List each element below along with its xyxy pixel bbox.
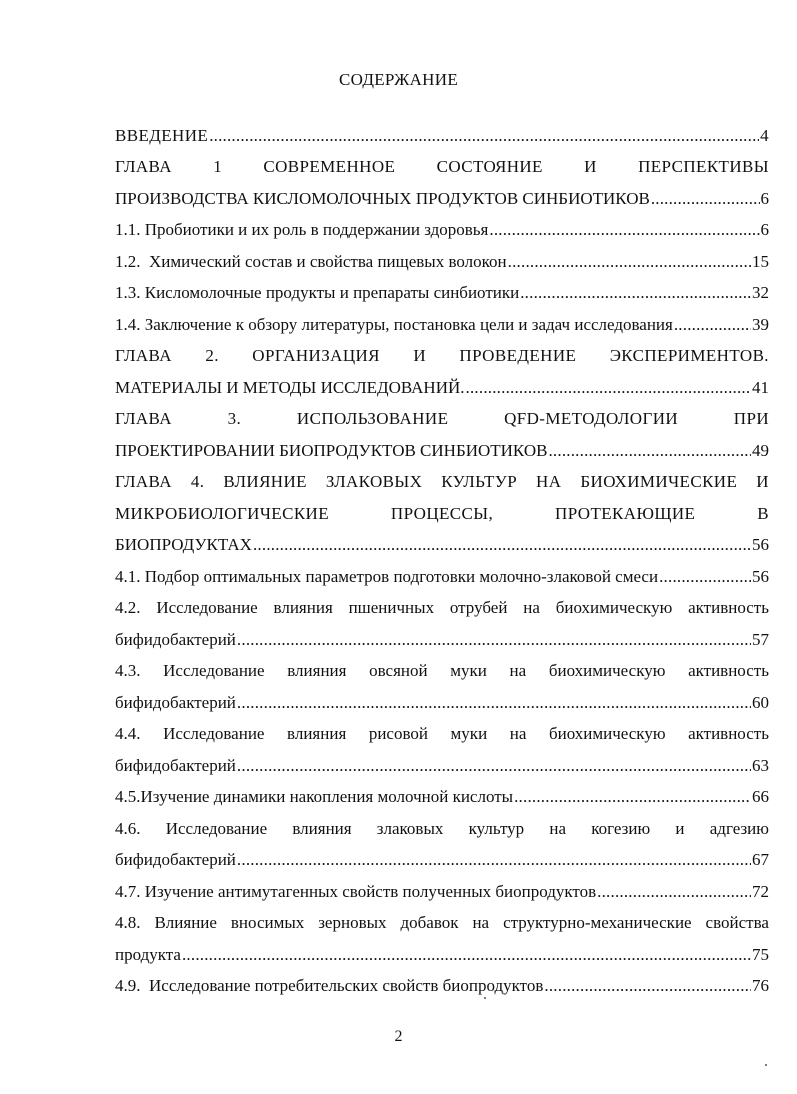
toc-entry-title: 1.1. Пробиотики и их роль в поддержании здоровья xyxy=(115,220,489,240)
toc-word: ЭКСПЕРИМЕНТОВ. xyxy=(609,346,769,366)
toc-word: вносимых xyxy=(230,913,305,933)
toc-word: СОВРЕМЕННОЕ xyxy=(263,157,396,177)
toc-entry-last-line xyxy=(115,435,769,467)
toc-word: ГЛАВА xyxy=(115,346,172,366)
toc-word: В xyxy=(757,503,769,523)
toc-word: влияния xyxy=(273,598,333,618)
toc-page-number: 4 xyxy=(760,125,769,145)
dot-leader xyxy=(548,441,751,461)
toc-entry-title: бифидобактерий xyxy=(115,755,236,775)
toc-entry-title: МАТЕРИАЛЫ И МЕТОДЫ ИССЛЕДОВАНИЙ. xyxy=(115,377,465,397)
toc-word: муки xyxy=(450,724,488,744)
toc-entry-title: 4.9. Исследование потребительских свойств биопродуктов xyxy=(115,976,544,996)
toc-page-number: 66 xyxy=(752,787,769,807)
toc-word: адгезию xyxy=(709,818,769,838)
toc-entry-justified-line xyxy=(115,656,769,688)
toc-entry-justified-line xyxy=(115,341,769,373)
toc-word: Исследование xyxy=(163,661,265,681)
dot-leader xyxy=(466,378,751,398)
toc-entry-title: продукта xyxy=(115,944,181,964)
scan-speck xyxy=(484,997,486,999)
toc-word: ЗЛАКОВЫХ xyxy=(325,472,423,492)
toc-entry-chapter-3[interactable] xyxy=(115,404,769,467)
toc-word: И xyxy=(413,346,427,366)
toc-entry-justified-line xyxy=(115,152,769,184)
toc-entry-title: ПРОИЗВОДСТВА КИСЛОМОЛОЧНЫХ ПРОДУКТОВ СИНБИОТИКОВ xyxy=(115,188,650,208)
toc-entry-last-line xyxy=(115,687,769,719)
toc-page-number: 15 xyxy=(752,251,769,271)
toc-word: активность xyxy=(688,598,769,618)
toc-word: когезию xyxy=(591,818,651,838)
toc-entry-1-3[interactable] xyxy=(115,278,769,310)
toc-word: на xyxy=(509,724,527,744)
toc-word: 1 xyxy=(213,157,223,177)
toc-entry-1-4[interactable] xyxy=(115,309,769,341)
toc-entry-4-7[interactable] xyxy=(115,876,769,908)
toc-word: овсяной xyxy=(369,661,428,681)
toc-word: муки xyxy=(450,661,487,681)
toc-word: 3. xyxy=(227,409,242,429)
toc-word: Исследование xyxy=(163,724,265,744)
toc-entry-justified-line xyxy=(115,498,769,530)
toc-entry-chapter-1[interactable] xyxy=(115,152,769,215)
toc-entry-last-line xyxy=(115,530,769,562)
page-number: 2 xyxy=(394,1028,403,1045)
toc-word: НА xyxy=(536,472,562,492)
toc-word: И xyxy=(756,472,769,492)
toc-page-number: 72 xyxy=(752,881,769,901)
toc-word: Исследование xyxy=(156,598,258,618)
toc-entry-title: бифидобактерий xyxy=(115,629,236,649)
toc-word: ВЛИЯНИЕ xyxy=(223,472,307,492)
toc-word: QFD-МЕТОДОЛОГИИ xyxy=(504,409,679,429)
toc-word: ПРОЦЕССЫ, xyxy=(390,503,494,523)
dot-leader xyxy=(520,283,751,303)
toc-word: активность xyxy=(688,661,769,681)
dot-leader xyxy=(514,787,751,807)
toc-entry-title: 1.4. Заключение к обзору литературы, постановка цели и задач исследования xyxy=(115,314,673,334)
toc-word: И xyxy=(584,157,597,177)
dot-leader xyxy=(237,630,751,650)
toc-entry-justified-line xyxy=(115,813,769,845)
toc-word: ИСПОЛЬЗОВАНИЕ xyxy=(296,409,449,429)
toc-entry-justified-line xyxy=(115,908,769,940)
toc-word: БИОХИМИЧЕСКИЕ xyxy=(580,472,738,492)
toc-word: влияния xyxy=(287,724,347,744)
toc-entry-justified-line xyxy=(115,467,769,499)
dot-leader xyxy=(544,976,751,996)
dot-leader xyxy=(597,882,751,902)
toc-word: биохимическую xyxy=(555,598,673,618)
toc-entry-title: 4.1. Подбор оптимальных параметров подготовки молочно-злаковой смеси xyxy=(115,566,659,586)
toc-word: 4.3. xyxy=(115,661,141,681)
toc-word: культур xyxy=(468,818,525,838)
toc-word: ГЛАВА xyxy=(115,472,172,492)
dot-leader xyxy=(489,220,759,240)
toc-page-number: 67 xyxy=(752,850,769,870)
scan-speck xyxy=(765,1064,767,1066)
toc-word: 4. xyxy=(190,472,205,492)
dot-leader xyxy=(237,693,751,713)
dot-leader xyxy=(209,126,759,146)
toc-entry-last-line xyxy=(115,845,769,877)
toc-word: на xyxy=(509,661,527,681)
toc-word: рисовой xyxy=(368,724,428,744)
toc-entry-title: бифидобактерий xyxy=(115,692,236,712)
toc-word: на xyxy=(549,818,567,838)
toc-entry-last-line xyxy=(115,372,769,404)
dot-leader xyxy=(674,315,751,335)
toc-entry-justified-line xyxy=(115,593,769,625)
toc-page-number: 39 xyxy=(752,314,769,334)
toc-word: ПРИ xyxy=(733,409,769,429)
toc-word: 4.6. xyxy=(115,818,141,838)
toc-word: Исследование xyxy=(165,818,268,838)
toc-word: ОРГАНИЗАЦИЯ xyxy=(252,346,380,366)
toc-word: злаковых xyxy=(376,818,444,838)
toc-word: и xyxy=(675,818,685,838)
toc-page-number: 60 xyxy=(752,692,769,712)
toc-entry-4-3[interactable] xyxy=(115,656,769,719)
toc-entry-4-4[interactable] xyxy=(115,719,769,782)
toc-page-number: 56 xyxy=(752,535,769,555)
toc-page-number: 63 xyxy=(752,755,769,775)
toc-word: 4.2. xyxy=(115,598,141,618)
toc-word: структурно-механические xyxy=(503,913,692,933)
toc-page-number: 57 xyxy=(752,629,769,649)
toc-entry-title: 1.2. Химический состав и свойства пищевых волокон xyxy=(115,251,507,271)
toc-word: СОСТОЯНИЕ xyxy=(436,157,543,177)
toc-entry-justified-line xyxy=(115,719,769,751)
dot-leader xyxy=(182,945,751,965)
toc-word: добавок xyxy=(400,913,459,933)
dot-leader xyxy=(253,535,751,555)
toc-entry-last-line xyxy=(115,183,769,215)
toc-page-number: 6 xyxy=(760,220,769,240)
toc-entry-4-2[interactable] xyxy=(115,593,769,656)
toc-word: 4.8. xyxy=(115,913,141,933)
toc-word: на xyxy=(523,598,540,618)
page-title: СОДЕРЖАНИЕ xyxy=(338,70,459,89)
dot-leader xyxy=(659,567,751,587)
toc-word: отрубей xyxy=(449,598,508,618)
toc-entry-title: 4.7. Изучение антимутагенных свойств полученных биопродуктов xyxy=(115,881,597,901)
toc-word: ПЕРСПЕКТИВЫ xyxy=(638,157,769,177)
toc-word: ГЛАВА xyxy=(115,157,172,177)
toc-entry-last-line xyxy=(115,624,769,656)
toc-word: влияния xyxy=(292,818,352,838)
toc-entry-introduction[interactable] xyxy=(115,120,769,152)
dot-leader xyxy=(508,252,751,272)
dot-leader xyxy=(237,850,751,870)
toc-entry-1-1[interactable] xyxy=(115,215,769,247)
toc-word: пшеничных xyxy=(348,598,435,618)
toc-word: ПРОВЕДЕНИЕ xyxy=(459,346,577,366)
toc-page-number: 32 xyxy=(752,283,769,303)
toc-word: 4.4. xyxy=(115,724,141,744)
toc-page-number: 75 xyxy=(752,944,769,964)
toc-page-number: 6 xyxy=(760,188,769,208)
toc-entry-title: 1.3. Кисломолочные продукты и препараты синбиотики xyxy=(115,283,520,303)
toc-word: ГЛАВА xyxy=(115,409,172,429)
toc-entry-justified-line xyxy=(115,404,769,436)
toc-entry-title: ВВЕДЕНИЕ xyxy=(115,125,209,145)
toc-entry-4-5[interactable] xyxy=(115,782,769,814)
toc-page-number: 49 xyxy=(752,440,769,460)
table-of-contents xyxy=(115,120,769,1002)
toc-word: на xyxy=(472,913,490,933)
dot-leader xyxy=(237,756,751,776)
toc-entry-4-6[interactable] xyxy=(115,813,769,876)
toc-entry-4-9[interactable] xyxy=(115,971,769,1003)
toc-word: биохимическую xyxy=(548,724,666,744)
toc-word: активность xyxy=(688,724,769,744)
toc-word: ПРОТЕКАЮЩИЕ xyxy=(555,503,696,523)
toc-entry-chapter-4[interactable] xyxy=(115,467,769,562)
toc-word: МИКРОБИОЛОГИЧЕСКИЕ xyxy=(115,503,330,523)
toc-word: Влияние xyxy=(154,913,217,933)
toc-word: свойства xyxy=(705,913,769,933)
toc-entry-title: БИОПРОДУКТАХ xyxy=(115,535,252,555)
toc-page-number: 56 xyxy=(752,566,769,586)
toc-word: биохимическую xyxy=(548,661,666,681)
toc-entry-last-line xyxy=(115,939,769,971)
toc-word: зерновых xyxy=(318,913,387,933)
toc-word: влияния xyxy=(287,661,347,681)
toc-entry-title: ПРОЕКТИРОВАНИИ БИОПРОДУКТОВ СИНБИОТИКОВ xyxy=(115,440,548,460)
dot-leader xyxy=(651,189,760,209)
toc-entry-4-1[interactable] xyxy=(115,561,769,593)
toc-page-number: 41 xyxy=(752,377,769,397)
toc-entry-4-8[interactable] xyxy=(115,908,769,971)
toc-entry-title: бифидобактерий xyxy=(115,850,236,870)
toc-word: КУЛЬТУР xyxy=(441,472,518,492)
toc-entry-chapter-2[interactable] xyxy=(115,341,769,404)
toc-word: 2. xyxy=(205,346,219,366)
toc-entry-last-line xyxy=(115,750,769,782)
toc-entry-1-2[interactable] xyxy=(115,246,769,278)
toc-page-number: 76 xyxy=(752,976,769,996)
toc-entry-title: 4.5.Изучение динамики накопления молочной кислоты xyxy=(115,787,514,807)
